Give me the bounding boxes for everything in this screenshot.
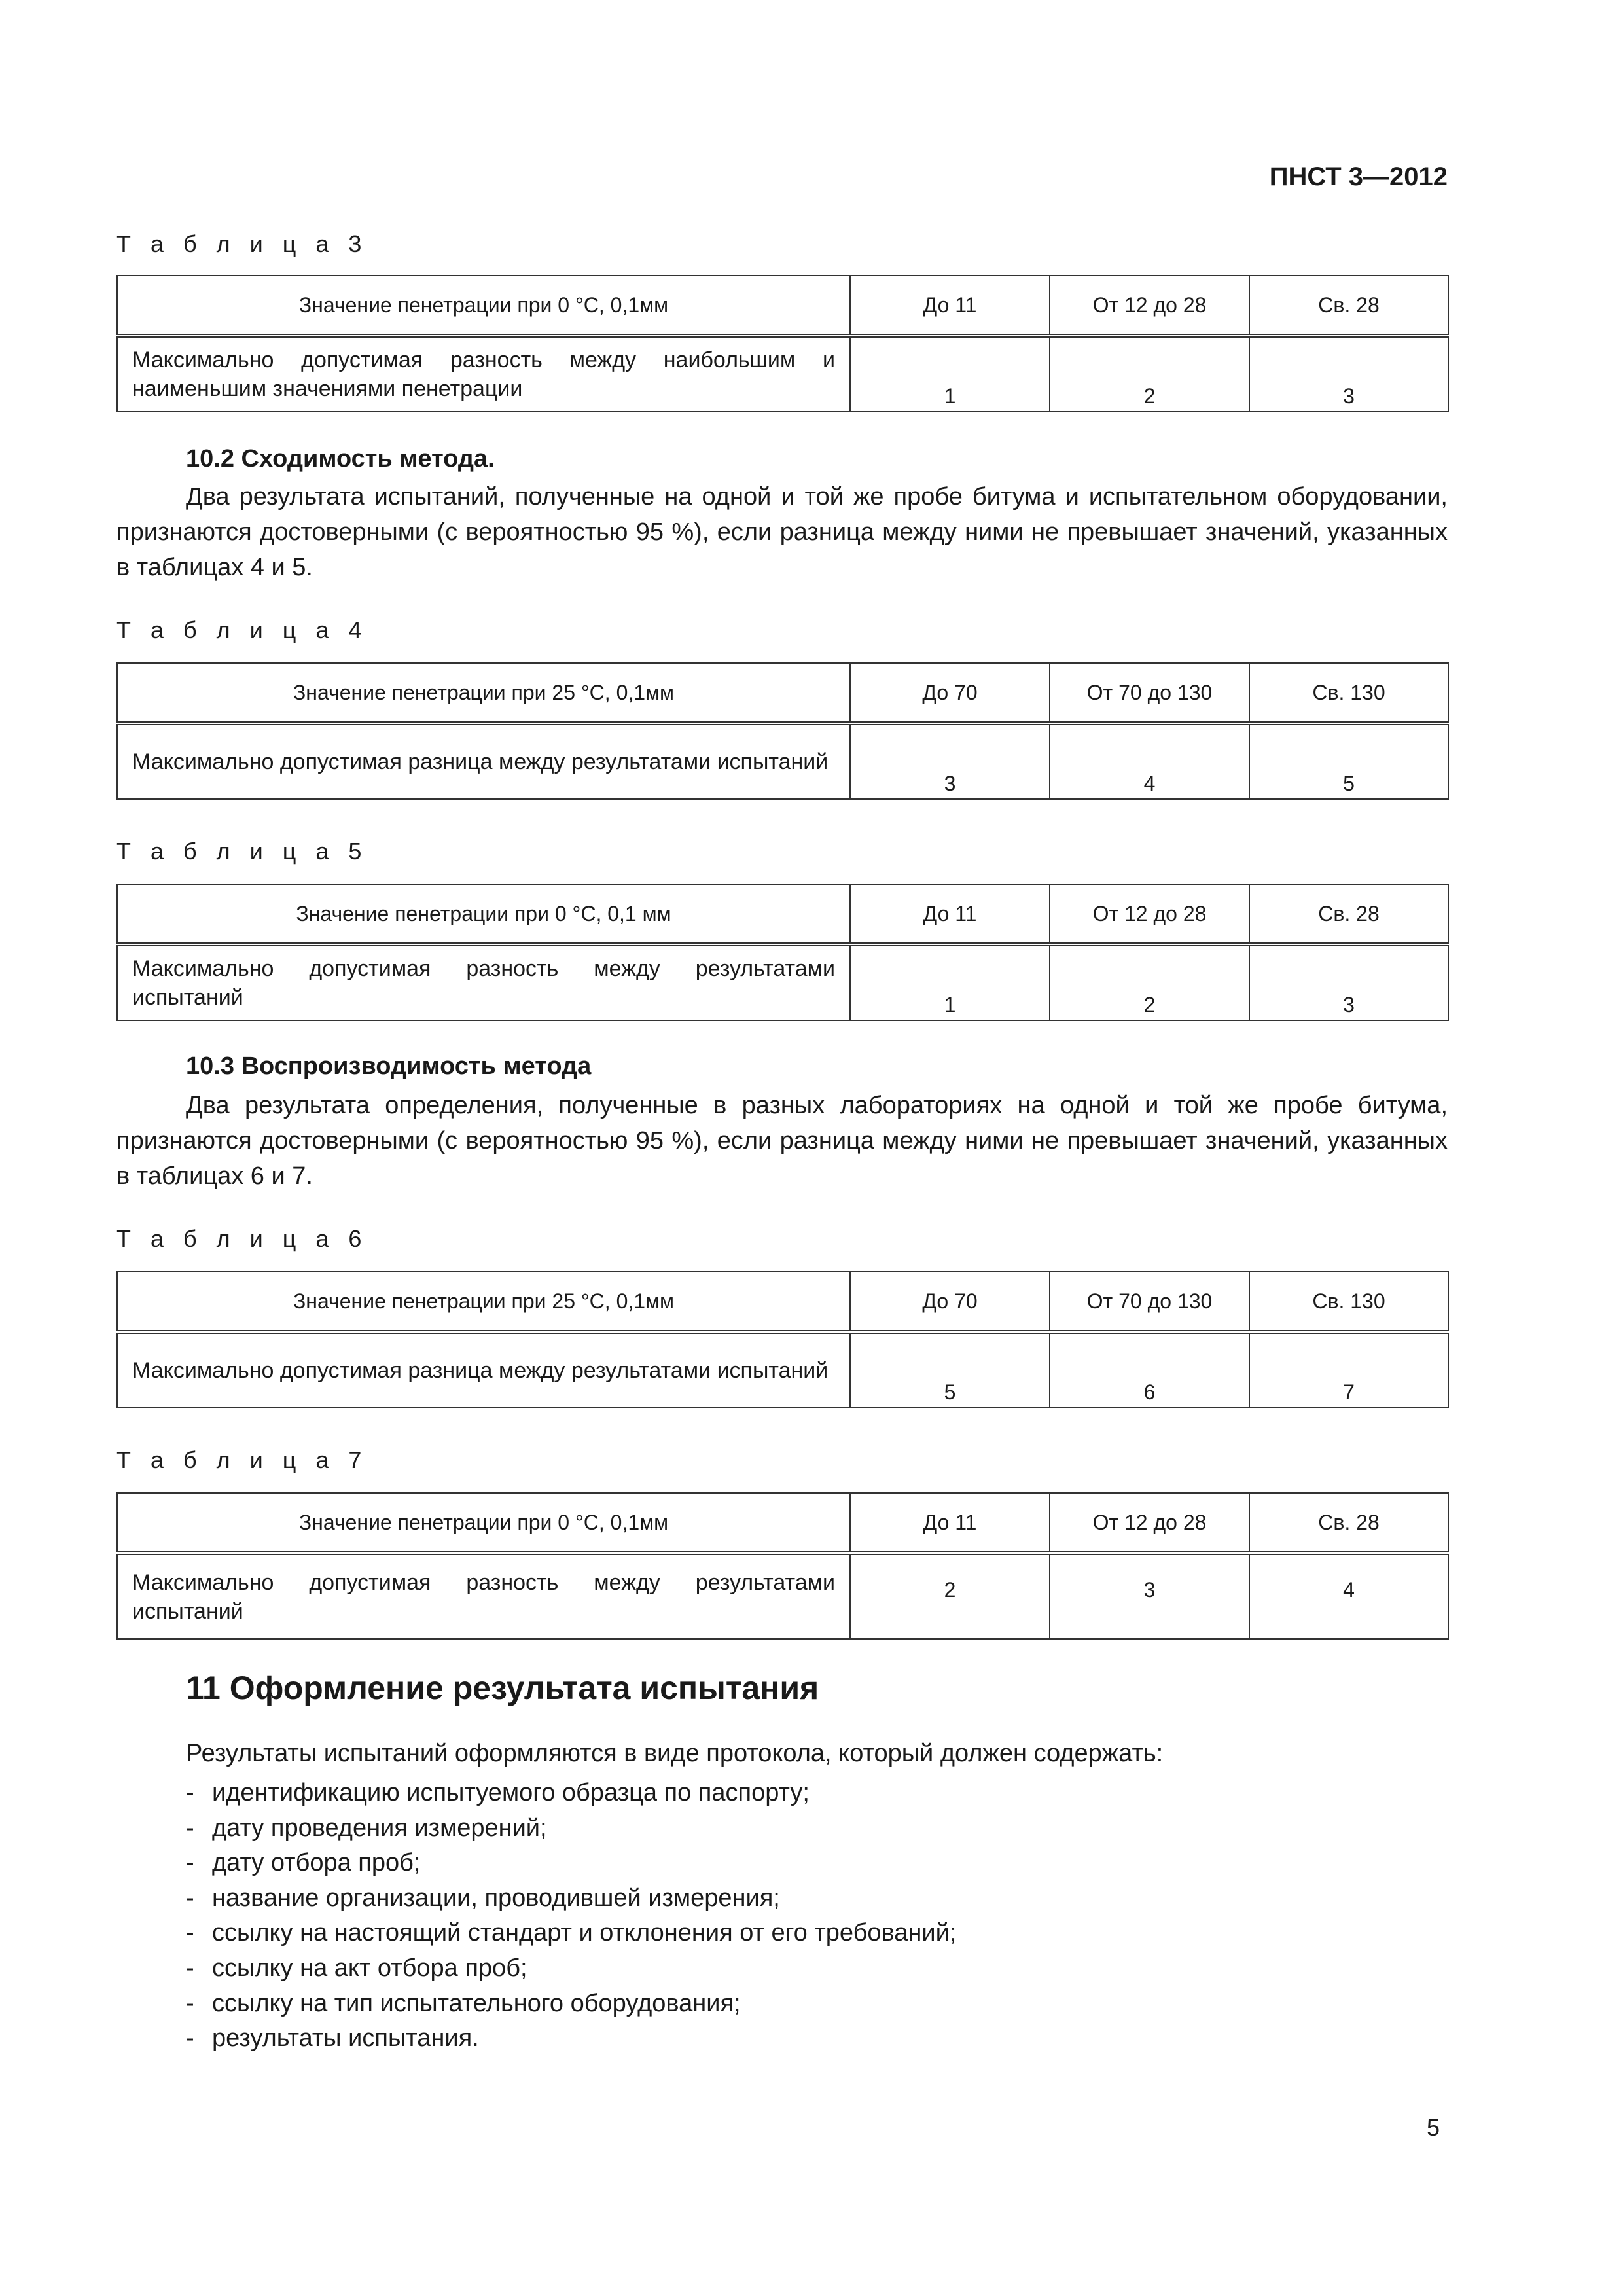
list-item-text: ссылку на тип испытательного оборудования; <box>212 1989 741 2017</box>
value-cell: 2 <box>1050 944 1249 1020</box>
paragraph-text: Два результата определения, полученные в разных лабораториях на одной и той же пробе битума, признаются достоверными (с вероятностью 95 %), если разница между ними не превышает значений, указанных в таблицах 6 и 7. <box>116 1092 1448 1190</box>
table-row <box>117 1332 1448 1408</box>
row-label: Максимально допустимая разность между результатами испытаний <box>117 944 850 1020</box>
row-label: Максимально допустимая разница между результатами испытаний <box>117 1332 850 1408</box>
header-cell: От 12 до 28 <box>1050 884 1249 944</box>
table-row <box>117 1553 1448 1639</box>
list-item-text: идентификацию испытуемого образца по паспорту; <box>212 1779 810 1806</box>
header-cell: Св. 130 <box>1249 1272 1448 1332</box>
list-item-text: дату проведения измерений; <box>212 1814 547 1842</box>
paragraph-10-3 <box>116 1088 1448 1194</box>
value-cell: 5 <box>850 1332 1050 1408</box>
table-6 <box>116 1271 1449 1408</box>
header-cell: До 11 <box>850 1493 1050 1553</box>
value-cell: 1 <box>850 336 1050 412</box>
table-caption: Т а б л и ц а 4 <box>116 617 368 643</box>
table-caption: Т а б л и ц а 3 <box>116 230 368 257</box>
header-cell: До 70 <box>850 1272 1050 1332</box>
list-item: - ссылку на тип испытательного оборудования; <box>186 1989 741 2017</box>
list-item: - ссылку на настоящий стандарт и отклонения от его требований; <box>186 1919 957 1947</box>
section-heading-11: 11 Оформление результата испытания <box>186 1670 819 1706</box>
header-cell: Значение пенетрации при 0 °C, 0,1 мм <box>117 884 850 944</box>
table-row <box>117 944 1448 1020</box>
table-header-row <box>117 1493 1448 1553</box>
row-label: Максимально допустимая разность между результатами испытаний <box>117 1553 850 1639</box>
list-item: - идентификацию испытуемого образца по паспорту; <box>186 1779 810 1806</box>
value-cell: 3 <box>1249 336 1448 412</box>
table-header-row <box>117 1272 1448 1332</box>
value-cell: 4 <box>1050 723 1249 799</box>
header-cell: От 70 до 130 <box>1050 663 1249 723</box>
header-cell: Значение пенетрации при 25 °C, 0,1мм <box>117 1272 850 1332</box>
header-cell: Значение пенетрации при 25 °C, 0,1мм <box>117 663 850 723</box>
table-row <box>117 336 1448 412</box>
table-row <box>117 723 1448 799</box>
table-5 <box>116 884 1449 1021</box>
header-cell: От 70 до 130 <box>1050 1272 1249 1332</box>
value-cell: 4 <box>1249 1553 1448 1639</box>
row-label: Максимально допустимая разность между наибольшим и наименьшим значениями пенетрации <box>117 336 850 412</box>
value-cell: 2 <box>1050 336 1249 412</box>
value-cell: 6 <box>1050 1332 1249 1408</box>
paragraph-text: Два результата испытаний, полученные на одной и той же пробе битума и испытательном оборудовании, признаются достоверными (с вероятностью 95 %), если разница между ними не превышает значений, указанных в таблицах 4 и 5. <box>116 483 1448 581</box>
header-cell: От 12 до 28 <box>1050 276 1249 336</box>
table-3 <box>116 275 1449 412</box>
header-cell: Св. 28 <box>1249 276 1448 336</box>
header-cell: Св. 28 <box>1249 884 1448 944</box>
section-intro: Результаты испытаний оформляются в виде протокола, который должен содержать: <box>186 1740 1164 1767</box>
header-cell: Св. 28 <box>1249 1493 1448 1553</box>
table-caption: Т а б л и ц а 6 <box>116 1225 368 1252</box>
header-cell: До 11 <box>850 276 1050 336</box>
table-header-row <box>117 884 1448 944</box>
header-cell: Св. 130 <box>1249 663 1448 723</box>
subsection-heading-10-3: 10.3 Воспроизводимость метода <box>186 1052 592 1080</box>
value-cell: 3 <box>1249 944 1448 1020</box>
subsection-heading-10-2: 10.2 Сходимость метода. <box>186 445 495 473</box>
row-label: Максимально допустимая разница между результатами испытаний <box>117 723 850 799</box>
value-cell: 2 <box>850 1553 1050 1639</box>
value-cell: 3 <box>1050 1553 1249 1639</box>
table-header-row <box>117 663 1448 723</box>
header-cell: До 70 <box>850 663 1050 723</box>
list-item: - ссылку на акт отбора проб; <box>186 1954 527 1982</box>
table-7 <box>116 1492 1449 1640</box>
header-cell: До 11 <box>850 884 1050 944</box>
header-cell: От 12 до 28 <box>1050 1493 1249 1553</box>
list-item: - результаты испытания. <box>186 2024 479 2053</box>
list-item: - название организации, проводившей измерения; <box>186 1884 780 1912</box>
standard-code: ПНСТ 3—2012 <box>1269 162 1448 191</box>
table-caption: Т а б л и ц а 5 <box>116 838 368 865</box>
list-item-text: дату отбора проб; <box>212 1849 421 1877</box>
value-cell: 3 <box>850 723 1050 799</box>
list-item-text: ссылку на настоящий стандарт и отклонения от его требований; <box>212 1919 957 1947</box>
table-caption: Т а б л и ц а 7 <box>116 1446 368 1473</box>
value-cell: 1 <box>850 944 1050 1020</box>
list-item: - дату проведения измерений; <box>186 1814 547 1842</box>
table-header-row <box>117 276 1448 336</box>
paragraph-10-2 <box>116 479 1448 585</box>
list-item: - дату отбора проб; <box>186 1849 421 1877</box>
list-item-text: результаты испытания. <box>212 2024 479 2053</box>
table-4 <box>116 662 1449 800</box>
value-cell: 7 <box>1249 1332 1448 1408</box>
header-cell: Значение пенетрации при 0 °C, 0,1мм <box>117 276 850 336</box>
header-cell: Значение пенетрации при 0 °C, 0,1мм <box>117 1493 850 1553</box>
page-number: 5 <box>1427 2114 1440 2141</box>
value-cell: 5 <box>1249 723 1448 799</box>
list-item-text: название организации, проводившей измерения; <box>212 1884 780 1912</box>
requirements-list <box>186 1776 956 2056</box>
list-item-text: ссылку на акт отбора проб; <box>212 1954 527 1982</box>
